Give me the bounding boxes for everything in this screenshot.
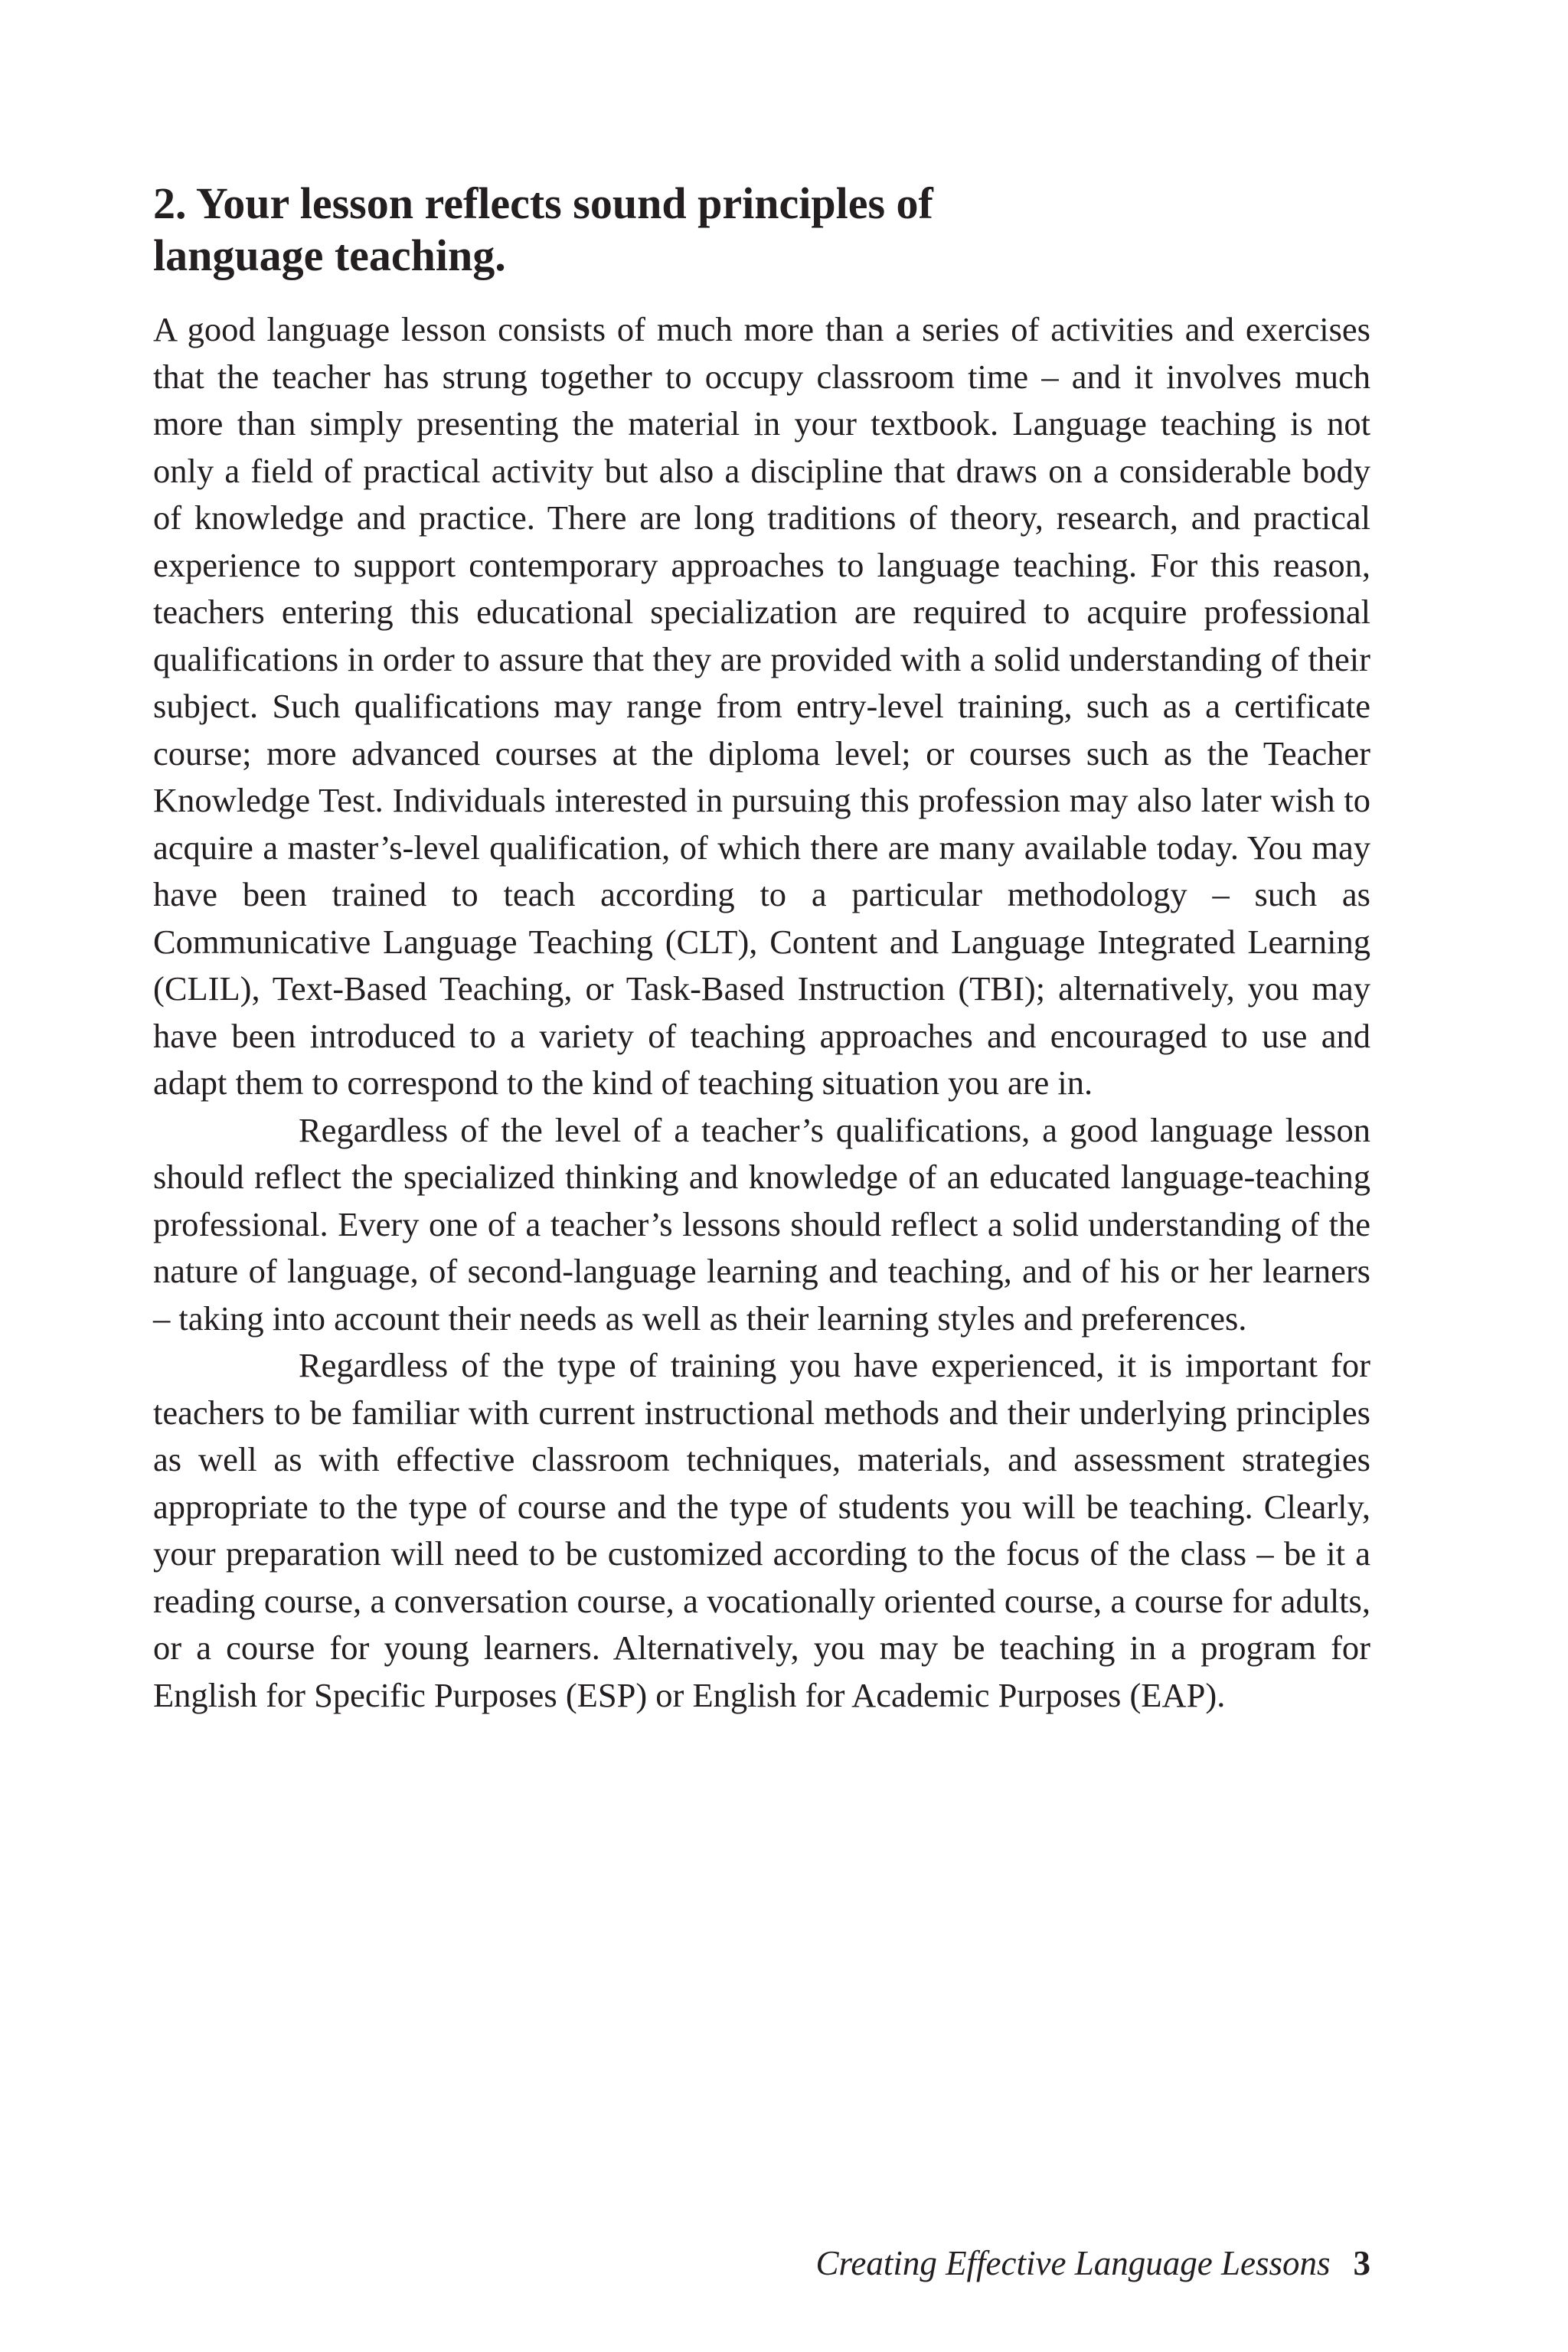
paragraph-2: Regardless of the level of a teacher’s qualifications, a good language lesson should reflect the specialized thinking and knowledge of an educated language-teaching professional. Every one of a teacher’s lessons should reflect a solid understanding of the nature of language, of second-language learning and teaching, and of his or her learners – taking into account their needs as well as their learning styles and preferences. [153,1110,1370,1338]
page-number: 3 [1353,2244,1370,2282]
running-title: Creating Effective Language Lessons [815,2244,1331,2282]
section-heading-line-2: language teaching. [153,230,506,280]
section-heading [153,178,1409,282]
section-heading-line-1: 2. Your lesson reflects sound principles of [153,178,933,228]
paragraph-3: Regardless of the type of training you have experienced, it is important for teachers to be familiar with current instructional methods and their underlying principles as well as with effective classroom techniques, materials, and assessment strategies appropriate to the type of course and the type of students you will be teaching. Clearly, your preparation will need to be customized according to the focus of the class – be it a reading course, a conversation course, a vocationally oriented course, a course for adults, or a course for young learners. Alternatively, you may be teaching in a program for English for Specific Purposes (ESP) or English for Academic Purposes (EAP). [153,1346,1370,1714]
body-text [153,306,1370,1719]
paragraph-1: A good language lesson consists of much more than a series of activities and exercises that the teacher has strung together to occupy classroom time – and it involves much more than simply presenting the material in your textbook. Language teaching is not only a field of practical activity but also a discipline that draws on a considerable body of knowledge and practice. There are long traditions of theory, research, and practical experience to support contemporary approaches to language teaching. For this reason, teachers entering this educational specialization are required to acquire professional qualifications in order to assure that they are provided with a solid understanding of their subject. Such qualifications may range from entry-level training, such as a certificate course; more advanced courses at the diploma level; or courses such as the Teacher Knowledge Test. Individuals interested in pursuing this profession may also later wish to acquire a master’s-level qualification, of which there are many available today. You may have been trained to teach according to a particular methodology – such as Communicative Language Teaching (CLT), Content and Language Integrated Learning (CLIL), Text-Based Teaching, or Task-Based Instruction (TBI); alternatively, you may have been introduced to a variety of teaching approaches and encouraged to use and adapt them to correspond to the kind of teaching situation you are in. [153,310,1370,1102]
page-footer [815,2242,1370,2285]
